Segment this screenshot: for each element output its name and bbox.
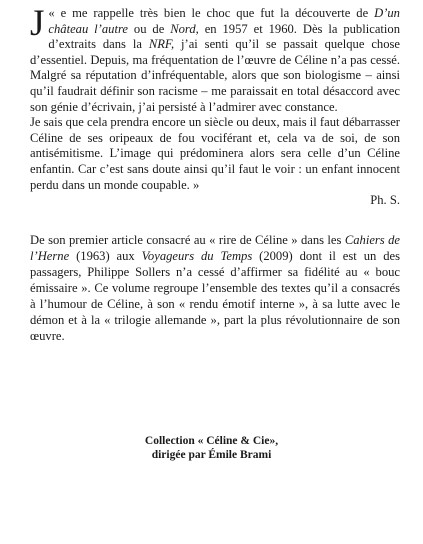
quote-signature: Ph. S. (370, 193, 400, 208)
publication-title: Voyageurs du Temps (141, 248, 253, 263)
quote-paragraph-2: Je sais que cela prendra encore un siècle ou deux, mais il faut débarrasser Céline de ses oripeaux de fou vociférant et, cela va de soi, de son antisémitisme. L’image qui prédominera alors sera celle d’un Céline enfantin. Car c’est sans doute ainsi qu’il faut le voir : un enfant innocent perdu dans un monde coupable. » (30, 115, 400, 192)
book-title: D’un château l’autre (48, 6, 400, 36)
back-cover-text (30, 3, 400, 356)
author-quote (30, 3, 400, 209)
collection-info (0, 434, 423, 462)
drop-cap: J (30, 3, 45, 44)
opening-quote-mark: « (48, 6, 61, 20)
journal-title: NRF, (148, 37, 175, 52)
book-title: Nord, (170, 21, 199, 36)
collection-name: Collection « Céline & Cie», (144, 435, 279, 447)
publication-title: Cahiers de l’Herne (30, 232, 400, 263)
collection-editor: dirigée par Émile Brami (151, 449, 272, 461)
description-paragraph: De son premier article consacré au « rire de Céline » dans les Cahiers de l’Herne (1963) aux Voyageurs du Temps (2009) dont il est un des passagers, Philippe Sollers n’a cessé d’affirmer sa fidélité au « bouc émissaire ». Ce volume regroupe l’ensemble des textes qu’il a consacrés à l’humour de Céline, à son « rendu émotif interne », à sa lutte avec le démon et à la « trilogie allemande », part la plus révolutionnaire de son œuvre. (30, 232, 400, 343)
quote-paragraph-1: « J e me rappelle très bien le choc que fut la découverte de D’un château l’autre ou de Nord, en 1957 et 1960. Dès la publication d’extraits dans la NRF, j’ai senti qu’il se passait quelque chose d’essentiel. Depuis, ma fréquentation de l’œuvre de Céline n’a pas cessé. Malgré sa réputation d’infréquentable, alors que son biologisme – ainsi qu’il faudrait définir son racisme – me paraissait en total désaccord avec son génie d’écrivain, j’ai persisté à l’admirer avec constance. (30, 3, 400, 114)
